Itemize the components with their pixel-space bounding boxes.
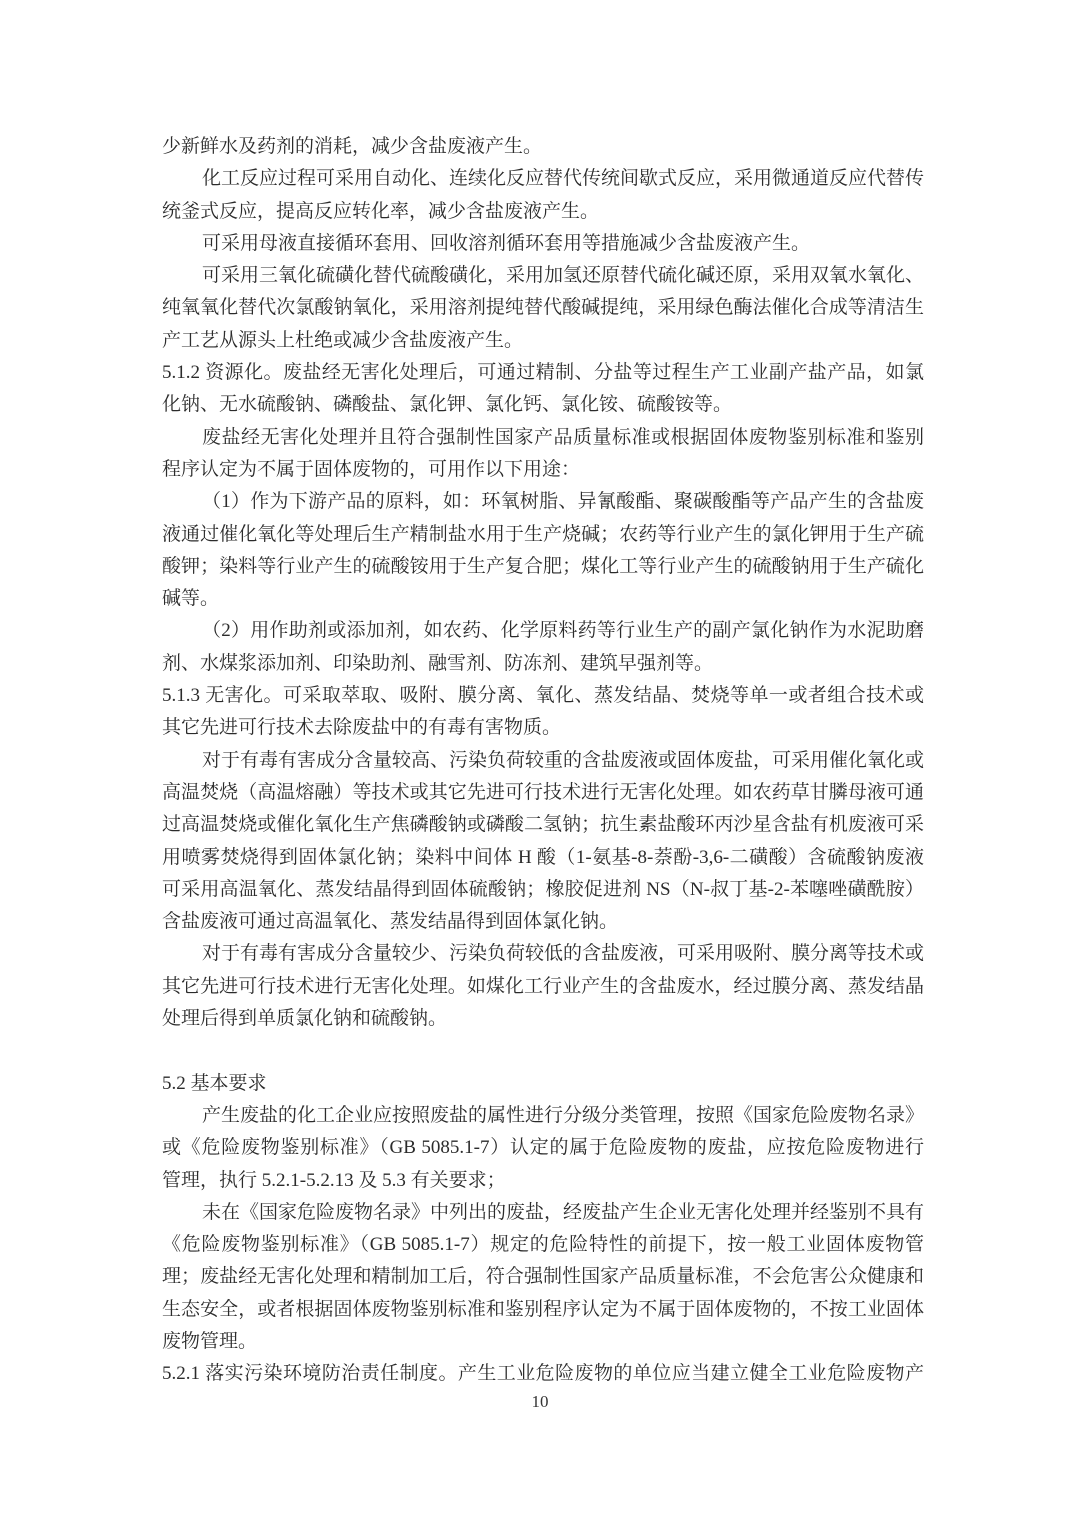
text-line: 产生废盐的化工企业应按照废盐的属性进行分级分类管理，按照《国家危险废物名录》 [202,1104,925,1126]
text-line: （1）作为下游产品的原料，如：环氧树脂、异氰酸酯、聚碳酸酯等产品产生的含盐废 [202,491,924,513]
text-line: 废盐经无害化处理并且符合强制性国家产品质量标准或根据固体废物鉴别标准和鉴别 [202,426,924,448]
p-classified-management [162,1100,924,1197]
text-line: 程序认定为不属于固体废物的，可用作以下用途： [162,458,581,480]
text-line: 或《危险废物鉴别标准》（GB 5085.1-7）认定的属于危险废物的废盐，应按危险废物进行 [162,1137,924,1159]
p-clean-production [162,260,924,357]
page-footer [0,1392,1080,1412]
text-line: 碱等。 [162,588,220,610]
text-line: 5.2 基本要求 [162,1072,267,1094]
text-line: 可采用母液直接循环套用、回收溶剂循环套用等措施减少含盐废液产生。 [202,232,811,254]
text-line: 生态安全，或者根据固体废物鉴别标准和鉴别程序认定为不属于固体废物的，不按工业固体 [162,1298,924,1320]
text-line: 5.1.3 无害化。可采取萃取、吸附、膜分离、氧化、蒸发结晶、焚烧等单一或者组合技术或 [162,685,924,707]
heading-5-2 [162,1068,924,1100]
text-line: 5.2.1 落实污染环境防治责任制度。产生工业危险废物的单位应当建立健全工业危险废物产 [162,1363,924,1385]
p-5-2-1-responsibility [162,1358,924,1390]
text-line: 含盐废液可通过高温氧化、蒸发结晶得到固体氯化钠。 [162,911,619,933]
text-line: 统釜式反应，提高反应转化率，减少含盐废液产生。 [162,200,600,222]
text-line: 未在《国家危险废物名录》中列出的废盐，经废盐产生企业无害化处理并经鉴别不具有 [202,1201,925,1223]
p-low-load-treatment [162,938,924,1035]
p-high-load-treatment [162,745,924,939]
document-body [162,131,924,1391]
paragraph-spacer [162,1035,924,1067]
text-line: 过高温焚烧或催化氧化生产焦磷酸钠或磷酸二氢钠；抗生素盐酸环丙沙星含盐有机废液可采 [162,814,924,836]
p-not-listed-management [162,1197,924,1358]
text-line: 对于有毒有害成分含量较高、污染负荷较重的含盐废液或固体废盐，可采用催化氧化或 [202,749,925,771]
text-line: 产工艺从源头上杜绝或减少含盐废液产生。 [162,329,524,351]
text-line: 5.1.2 资源化。废盐经无害化处理后，可通过精制、分盐等过程生产工业副产盐产品，如氯 [162,362,924,384]
text-line: 化钠、无水硫酸钠、磷酸盐、氯化钾、氯化钙、氯化铵、硫酸铵等。 [162,394,733,416]
text-line: 管理，执行 5.2.1-5.2.13 及 5.3 有关要求； [162,1169,506,1191]
p-use-1-raw-material [162,486,924,615]
text-line: 废物管理。 [162,1330,258,1352]
text-line: 《危险废物鉴别标准》（GB 5085.1-7）规定的危险特性的前提下，按一般工业固体废物管 [162,1234,924,1256]
p-5-1-3-harmless [162,680,924,745]
text-line: 纯氧氧化替代次氯酸钠氧化，采用溶剂提纯替代酸碱提纯，采用绿色酶法催化合成等清洁生 [162,297,924,319]
text-line: 处理后得到单质氯化钠和硫酸钠。 [162,1008,448,1030]
text-line: 用喷雾焚烧得到固体氯化钠；染料中间体 H 酸（1-氨基-8-萘酚-3,6-二磺酸）含硫酸钠废液 [162,846,924,868]
text-line: 其它先进可行技术进行无害化处理。如煤化工行业产生的含盐废水，经过膜分离、蒸发结晶 [162,975,924,997]
p-mother-liquor [162,228,924,260]
p-reaction-process [162,163,924,228]
p-product-standard [162,422,924,487]
text-line: 液通过催化氧化等处理后生产精制盐水用于生产烧碱；农药等行业产生的氯化钾用于生产硫 [162,523,924,545]
text-line: 可采用三氧化硫磺化替代硫酸磺化，采用加氢还原替代硫化碱还原，采用双氧水氧化、 [202,265,925,287]
text-line: 其它先进可行技术去除废盐中的有毒有害物质。 [162,717,562,739]
text-line: 理；废盐经无害化处理和精制加工后，符合强制性国家产品质量标准，不会危害公众健康和 [162,1266,924,1288]
p-continued-intro [162,131,924,163]
text-line: 化工反应过程可采用自动化、连续化反应替代传统间歇式反应，采用微通道反应代替传 [202,168,925,190]
text-line: 酸钾；染料等行业产生的硫酸铵用于生产复合肥；煤化工等行业产生的硫酸钠用于生产硫化 [162,555,924,577]
text-line: （2）用作助剂或添加剂，如农药、化学原料药等行业生产的副产氯化钠作为水泥助磨 [202,620,924,642]
text-line: 少新鲜水及药剂的消耗，减少含盐废液产生。 [162,136,543,157]
text-line: 可采用高温氧化、蒸发结晶得到固体硫酸钠；橡胶促进剂 NS（N-叔丁基-2-苯噻唑磺酰胺） [162,878,924,900]
page-number: 10 [531,1392,549,1411]
text-line: 对于有毒有害成分含量较少、污染负荷较低的含盐废液，可采用吸附、膜分离等技术或 [202,943,925,965]
p-5-1-2-resource [162,357,924,422]
text-line: 高温焚烧（高温熔融）等技术或其它先进可行技术进行无害化处理。如农药草甘膦母液可通 [162,781,924,803]
p-use-2-additive [162,615,924,680]
text-line: 剂、水煤浆添加剂、印染助剂、融雪剂、防冻剂、建筑早强剂等。 [162,652,714,674]
